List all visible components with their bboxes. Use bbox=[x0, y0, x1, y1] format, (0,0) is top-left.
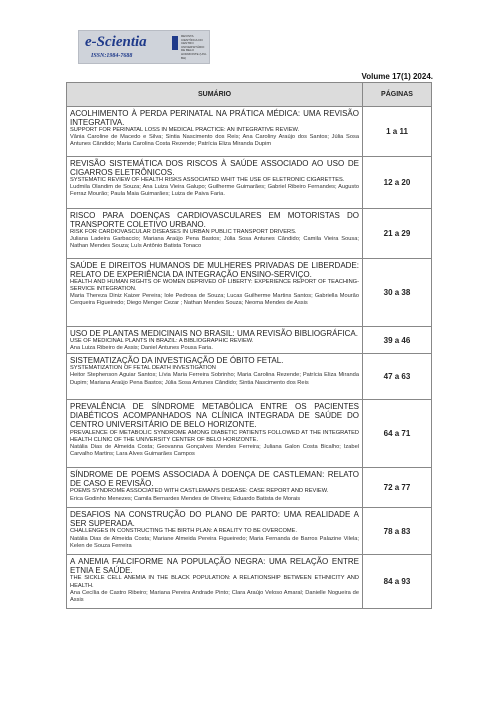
article-title[interactable]: SAÚDE E DIREITOS HUMANOS DE MULHERES PRIVADAS DE LIBERDADE: RELATO DE EXPERIÊNCIA DA INTEGRAÇÃO ENSINO-SERVIÇO. bbox=[70, 261, 359, 280]
article-authors: Ana Luiza Ribeiro de Assis; Daniel Antunes Pousa Faria. bbox=[70, 345, 213, 352]
article-english-title: POEMS SYNDROME ASSOCIATED WITH CASTLEMAN'S DISEASE: CASE REPORT AND REVIEW. bbox=[70, 488, 329, 495]
article-title[interactable]: A ANEMIA FALCIFORME NA POPULAÇÃO NEGRA: UMA RELAÇÃO ENTRE ETNIA E SAÚDE. bbox=[70, 557, 359, 576]
article-entry bbox=[67, 555, 363, 609]
article-english-title: SUPPORT FOR PERINATAL LOSS IN MEDICAL PRACTICE: AN INTEGRATIVE REVIEW. bbox=[70, 127, 300, 134]
article-pages: 78 a 83 bbox=[363, 508, 432, 555]
article-authors: Heitor Stephenson Aguiar Santos; Lívia Maria Ferreira Sobrinho; Maria Carolina Rezende; Patrícia Eliza Miranda Dupim; Mariana Araújo Pena Bastos; Júlia Sosa Antunes Cândido; Sintia Nascimento dos Reis bbox=[70, 372, 359, 386]
table-row bbox=[67, 354, 432, 400]
article-authors: Maria Thereza Diniz Kaizer Pereira; Iole Pedrosa de Souza; Lucas Guilherme Martins Santos; Gabriella Mourão Cerqueira Figueiredo; Diego Menger Cezar ; Nathan Mendes Souza; Neoma Mendes de Assis bbox=[70, 293, 359, 307]
article-english-title: RISK FOR CARDIOVASCULAR DISEASES IN URBAN PUBLIC TRANSPORT DRIVERS. bbox=[70, 229, 297, 236]
article-authors: Ludmila Olandim de Souza; Ana Luiza Vieira Galupo; Guilherme Guimarães; Gabriel Ribeiro Fernandes; Augusto Ferraz Mourão; Paula Maia Guimarães; Luiza de Paiva Faria. bbox=[70, 184, 359, 198]
article-entry bbox=[67, 400, 363, 468]
summary-column-header: SUMÁRIO bbox=[67, 83, 363, 107]
article-pages: 47 a 63 bbox=[363, 354, 432, 400]
table-row bbox=[67, 555, 432, 609]
article-authors: Natália Dias de Almeida Costa; Geovanna Gonçalves Mendes Ferreira; Juliana Galon Costa Bicalho; Izabel Carvalho Martins; Lara Alves Guimarães Campos bbox=[70, 443, 359, 457]
article-entry bbox=[67, 508, 363, 555]
article-pages: 12 a 20 bbox=[363, 157, 432, 209]
table-row bbox=[67, 468, 432, 508]
article-english-title: CHALLENGES IN CONSTRUCTING THE BIRTH PLAN: A REALITY TO BE OVERCOME. bbox=[70, 528, 298, 535]
article-entry bbox=[67, 327, 363, 354]
article-pages: 84 a 93 bbox=[363, 555, 432, 609]
logo-institution: REVISTA CIENTÍFICA DO CENTRO UNIVERSITÁRIO DE BELO HORIZONTE (UNI-BH) bbox=[181, 34, 207, 60]
article-title[interactable]: PREVALÊNCIA DE SÍNDROME METABÓLICA ENTRE OS PACIENTES DIABÉTICOS ACOMPANHADOS NA CLÍNICA INTEGRADA DE SAÚDE DO CENTRO UNIVERSITÁRIO DE BELO HORIZONTE. bbox=[70, 402, 359, 430]
article-authors: Natália Dias de Almeida Costa; Mariane Almeida Pereira Figueiredo; Maria Fernanda de Barros Palazine Vilela; Kelen de Souza Ferreira bbox=[70, 535, 359, 549]
article-english-title: THE SICKLE CELL ANEMIA IN THE BLACK POPULATION: A RELATIONSHIP BETWEEN ETHNICITY AND HEALTH. bbox=[70, 575, 359, 589]
table-row bbox=[67, 209, 432, 259]
article-title[interactable]: DESAFIOS NA CONSTRUÇÃO DO PLANO DE PARTO: UMA REALIDADE A SER SUPERADA. bbox=[70, 510, 359, 529]
article-title[interactable]: ACOLHIMENTO À PERDA PERINATAL NA PRÁTICA MÉDICA: UMA REVISÃO INTEGRATIVA. bbox=[70, 109, 359, 128]
article-pages: 64 a 71 bbox=[363, 400, 432, 468]
table-row bbox=[67, 400, 432, 468]
article-title[interactable]: USO DE PLANTAS MEDICINAIS NO BRASIL: UMA REVISÃO BIBLIOGRÁFICA. bbox=[70, 329, 358, 338]
table-header-row bbox=[67, 83, 432, 107]
volume-label: Volume 17(1) 2024. bbox=[361, 72, 433, 81]
article-english-title: SYSTEMATIC REVIEW OF HEALTH RISKS ASSOCIATED WHIT THE USE OF ELETRONIC CIGARETTES. bbox=[70, 177, 345, 184]
article-entry bbox=[67, 259, 363, 327]
article-entry bbox=[67, 209, 363, 259]
table-row bbox=[67, 327, 432, 354]
table-of-contents bbox=[66, 82, 432, 609]
article-entry bbox=[67, 354, 363, 400]
logo-seal-icon bbox=[172, 36, 178, 50]
article-pages: 72 a 77 bbox=[363, 468, 432, 508]
article-pages: 30 a 38 bbox=[363, 259, 432, 327]
article-pages: 39 a 46 bbox=[363, 327, 432, 354]
article-entry bbox=[67, 157, 363, 209]
article-title[interactable]: SÍNDROME DE POEMS ASSOCIADA À DOENÇA DE CASTLEMAN: RELATO DE CASO E REVISÃO. bbox=[70, 470, 359, 489]
article-entry bbox=[67, 107, 363, 157]
article-english-title: USE OF MEDICINAL PLANTS IN BRAZIL: A BIBLIOGRAPHIC REVIEW. bbox=[70, 338, 254, 345]
article-english-title: HEALTH AND HUMAN RIGHTS OF WOMEN DEPRIVED OF LIBERTY: EXPERIENCE REPORT OF TEACHING-SERVICE INTEGRATION. bbox=[70, 279, 359, 293]
article-english-title: SYSTEMATIZATION OF FETAL DEATH INVESTIGATION bbox=[70, 365, 216, 372]
article-pages: 1 a 11 bbox=[363, 107, 432, 157]
article-entry bbox=[67, 468, 363, 508]
article-english-title: PREVALENCE OF METABOLIC SYNDROME AMONG DIABETIC PATIENTS FOLLOWED AT THE INTEGRATED HEALTH CLINIC OF THE UNIVERSITY CENTER OF BELO HORIZONTE. bbox=[70, 429, 359, 443]
article-authors: Juliana Ladeira Garbaccio; Mariana Araújo Pena Bastos; Júlia Sosa Antunes Cândido; Camila Vieira Sousa; Nathan Mendes Souza; Luís Antônio Batista Tonaco bbox=[70, 236, 359, 250]
article-authors: Vânia Caroline de Macedo e Silva; Sintia Nascimento dos Reis; Ana Caroliny Araújo dos Santos; Júlia Sosa Antunes Cândido; Maria Carolina Costa Rezende; Patrícia Eliza Miranda Dupim bbox=[70, 134, 359, 148]
article-title[interactable]: RISCO PARA DOENÇAS CARDIOVASCULARES EM MOTORISTAS DO TRANSPORTE COLETIVO URBANO. bbox=[70, 211, 359, 230]
article-title[interactable]: REVISÃO SISTEMÁTICA DOS RISCOS À SAÚDE ASSOCIADO AO USO DE CIGARROS ELETRÔNICOS. bbox=[70, 159, 359, 178]
article-authors: Erica Godinho Menezes; Camila Bernardes Mendes de Oliveira; Eduardo Batista de Morais bbox=[70, 495, 301, 502]
pages-column-header: PÁGINAS bbox=[363, 83, 432, 107]
table-row bbox=[67, 259, 432, 327]
article-pages: 21 a 29 bbox=[363, 209, 432, 259]
table-row bbox=[67, 508, 432, 555]
logo-title: e-Scientia bbox=[85, 34, 147, 50]
journal-logo bbox=[78, 30, 210, 64]
article-authors: Ana Cecília de Castro Ribeiro; Mariana Pereira Andrade Pinto; Clara Araújo Veloso Amaral; Danielle Nogueira de Assis bbox=[70, 589, 359, 603]
article-title[interactable]: SISTEMATIZAÇÃO DA INVESTIGAÇÃO DE ÓBITO FETAL. bbox=[70, 356, 284, 366]
table-row bbox=[67, 157, 432, 209]
table-row bbox=[67, 107, 432, 157]
logo-issn: ISSN:1984-7688 bbox=[91, 53, 133, 59]
